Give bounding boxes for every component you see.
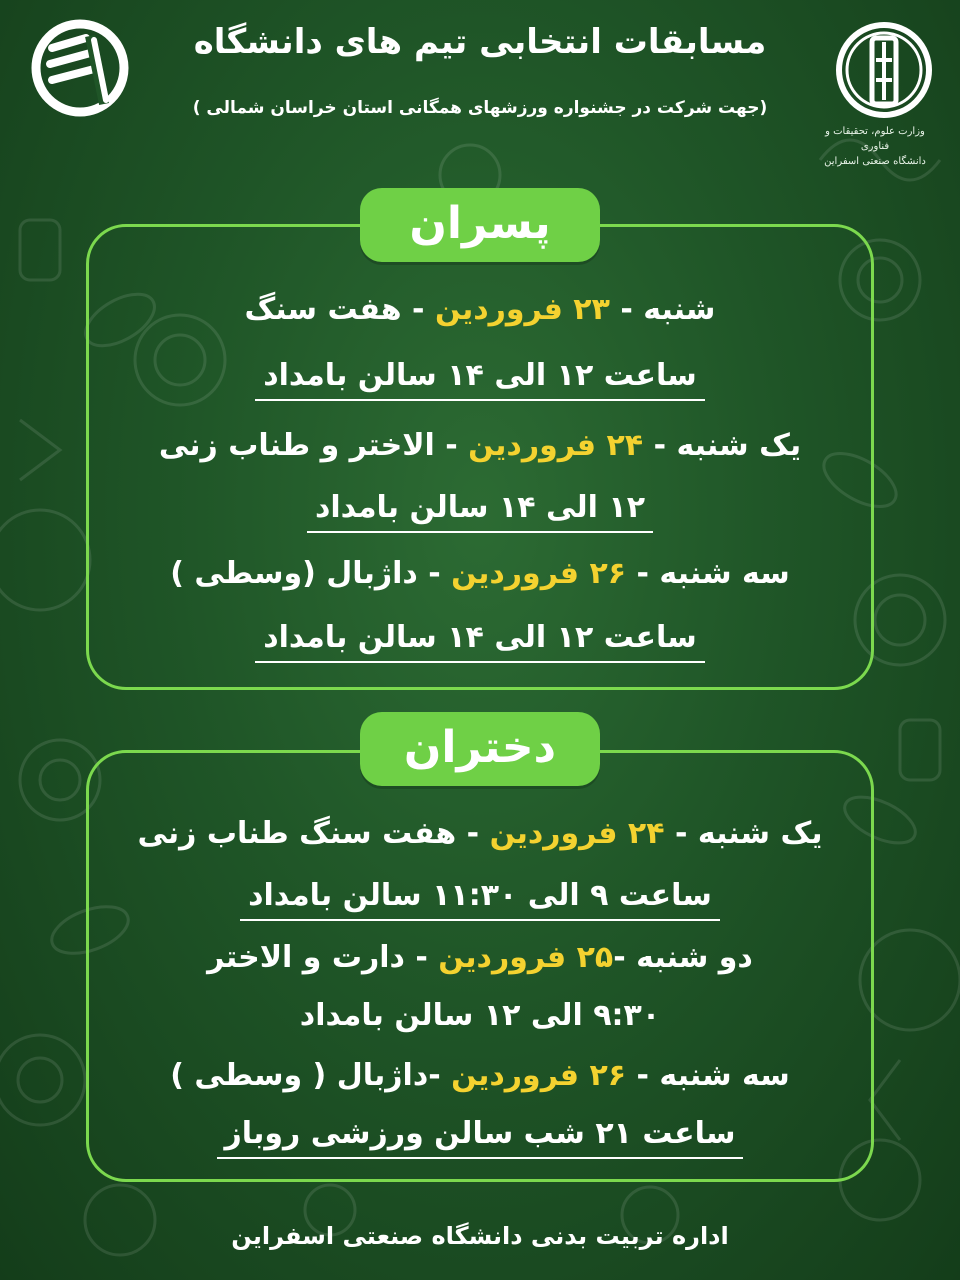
girls-event-2 xyxy=(110,940,850,975)
boys-section-badge: پسران xyxy=(360,188,600,262)
girls-event-1-time xyxy=(110,878,850,921)
event-time: ساعت ۹ الی ۱۱:۳۰ سالن بامداد xyxy=(240,878,720,921)
event-day: یک شنبه - xyxy=(643,428,802,463)
girls-section-badge: دختران xyxy=(360,712,600,786)
footer-organization: اداره تربیت بدنی دانشگاه صنعتی اسفراین xyxy=(231,1222,729,1250)
boys-event-2-time xyxy=(110,490,850,533)
girls-event-1 xyxy=(110,816,850,851)
event-date: ۲۴ فروردین xyxy=(468,428,644,463)
event-day: سه شنبه - xyxy=(626,1058,790,1093)
boys-event-3 xyxy=(110,556,850,591)
event-day: شنبه - xyxy=(609,292,716,327)
page-title: مسابقات انتخابی تیم های دانشگاه xyxy=(193,22,767,62)
event-activity: - هفت سنگ طناب زنی xyxy=(137,816,490,851)
ministry-caption xyxy=(815,124,935,169)
event-activity: -داژبال ( وسطی ) xyxy=(170,1058,452,1093)
girls-event-2-time xyxy=(110,998,850,1033)
event-time: ۹:۳۰ الی ۱۲ سالن بامداد xyxy=(299,998,661,1033)
sports-logo-icon xyxy=(30,18,130,118)
boys-event-1-time xyxy=(110,358,850,401)
girls-event-3-time xyxy=(110,1116,850,1159)
page-subtitle: (جهت شرکت در جشنواره ورزشهای همگانی استان خراسان شمالی ) xyxy=(192,98,768,118)
event-time: ساعت ۲۱ شب سالن ورزشی روباز xyxy=(217,1116,744,1159)
event-time: ۱۲ الی ۱۴ سالن بامداد xyxy=(307,490,653,533)
event-date: ۲۶ فروردین xyxy=(451,556,627,591)
event-activity: - دارت و الاختر xyxy=(207,940,439,975)
event-time: ساعت ۱۲ الی ۱۴ سالن بامداد xyxy=(255,620,705,663)
ministry-emblem-icon xyxy=(834,20,934,120)
event-activity: - الاختر و طناب زنی xyxy=(158,428,469,463)
ministry-caption-line2: دانشگاه صنعتی اسفراین xyxy=(824,156,926,167)
event-time: ساعت ۱۲ الی ۱۴ سالن بامداد xyxy=(255,358,705,401)
event-date: ۲۵ فروردین xyxy=(438,940,614,975)
ministry-caption-line1: وزارت علوم، تحقیقات و فناوری xyxy=(825,126,925,152)
event-activity: - داژبال (وسطی ) xyxy=(170,556,452,591)
boys-event-2 xyxy=(110,428,850,463)
boys-event-1 xyxy=(110,292,850,327)
event-date: ۲۳ فروردین xyxy=(434,292,610,327)
boys-event-3-time xyxy=(110,620,850,663)
event-activity: - هفت سنگ xyxy=(244,292,435,327)
event-date: ۲۴ فروردین xyxy=(489,816,665,851)
event-day: سه شنبه - xyxy=(626,556,790,591)
event-day: یک شنبه - xyxy=(664,816,823,851)
girls-event-3 xyxy=(110,1058,850,1093)
event-day: دو شنبه - xyxy=(613,940,753,975)
event-date: ۲۶ فروردین xyxy=(451,1058,627,1093)
